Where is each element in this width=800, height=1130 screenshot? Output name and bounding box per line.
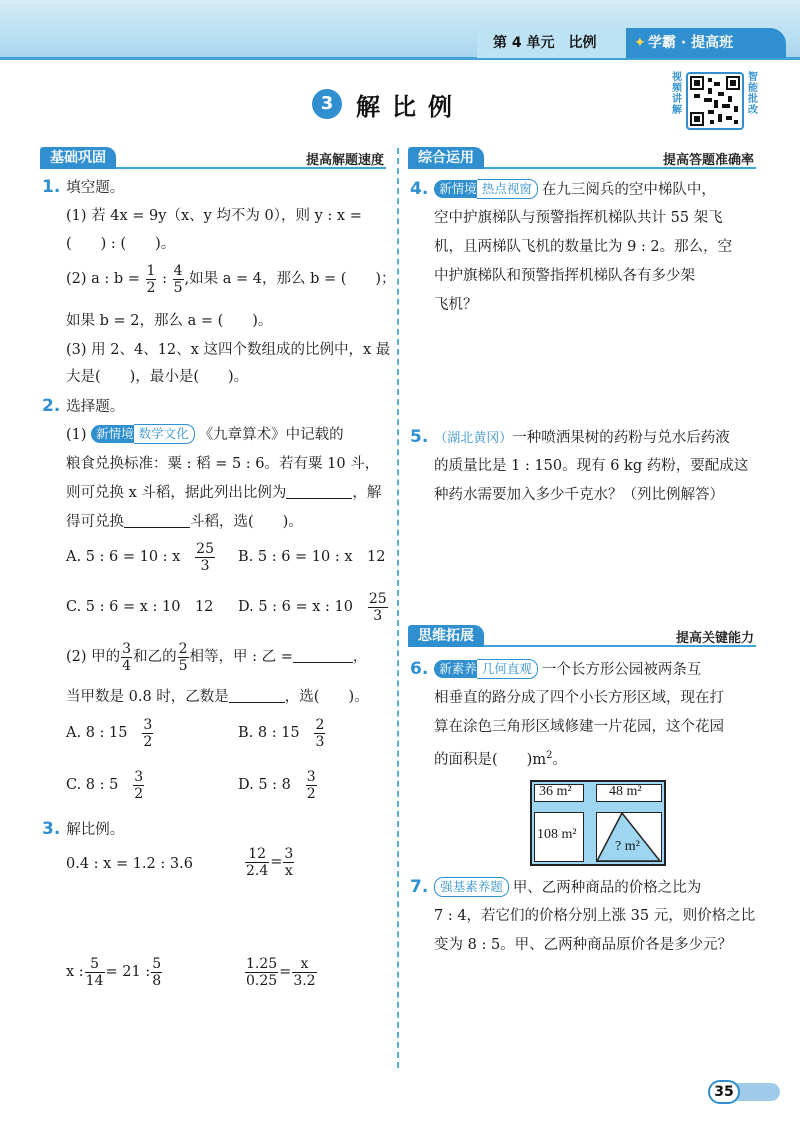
section-basic	[40, 147, 386, 169]
q6-line2: 相垂直的路分成了四个小长方形区域，现在打	[434, 690, 724, 706]
q2-number: 2.	[42, 396, 61, 416]
answer-blank[interactable]	[286, 498, 352, 499]
unit-title: 第 4 单元 比例	[477, 28, 627, 58]
q5-line3: 种药水需要加入多少千克水？（列比例解答）	[434, 487, 724, 503]
q2-option-d[interactable]: D. 5 : 6 = x : 10 $\frac{25}{3}$	[238, 590, 387, 624]
section-extend-subtitle: 提高关键能力	[675, 631, 754, 646]
region-top-right: 48 m²	[596, 784, 662, 802]
q1-part3-line1: (3) 用 2、4、12、x 这四个数组成的比例中，x 最	[66, 342, 391, 358]
brand-label: 学霸 · 提高班	[648, 35, 734, 51]
region-top-left: 36 m²	[534, 784, 584, 802]
q2-part1-line1: (1) 新情境 数学文化 《九章算术》中记载的	[66, 426, 344, 443]
q5-number: 5.	[410, 427, 429, 447]
q1-number: 1.	[42, 177, 61, 197]
section-basic-label: 基础巩固	[40, 147, 116, 169]
answer-blank[interactable]	[229, 702, 285, 703]
q3-title: 3. 解比例。	[42, 819, 125, 839]
park-diagram	[530, 780, 666, 866]
q6-line4: 的面积是( )$m^2$。	[434, 750, 567, 768]
q3-number: 3.	[42, 819, 61, 839]
q1-part1-line2: ( ) : ( )。	[66, 236, 176, 252]
q4-line3: 机，且两梯队飞机的数量比为 9 : 2。那么，空	[434, 239, 733, 255]
q2-part2-option-d[interactable]: D. 5 : 8 $\frac{3}{2}$	[238, 768, 316, 802]
q3-equation-1: 0.4 : x = 1.2 : 3.6	[66, 856, 193, 872]
qr-panel[interactable]	[672, 72, 760, 132]
column-divider	[397, 148, 399, 1068]
answer-blank[interactable]	[293, 662, 353, 663]
lesson-title	[312, 86, 464, 122]
tag-new-context: 新情境	[91, 425, 138, 443]
fraction: $\frac{1}{2}$	[146, 262, 156, 296]
q1-part2-line1: (2) a : b = $\frac{1}{2}$ : $\frac{4}{5}$ ,如果 a = 4，那么 b = ( )；	[66, 262, 396, 296]
q1-title: 1. 填空题。	[42, 177, 125, 197]
q2-part2-line2: 当甲数是 0.8 时，乙数是 ，选( )。	[66, 689, 369, 705]
region-bottom-right	[596, 812, 662, 862]
page-header	[0, 0, 800, 60]
tag-hot-topic: 热点视窗	[477, 179, 538, 199]
q2-option-c[interactable]: C. 5 : 6 = x : 10 12	[66, 599, 214, 615]
tag-new-literacy: 新素养	[434, 660, 481, 678]
section-extend	[408, 625, 756, 647]
q7-line3: 变为 8 : 5。甲、乙两种商品原价各是多少元？	[434, 937, 733, 953]
q2-part2-option-c[interactable]: C. 8 : 5 $\frac{3}{2}$	[66, 768, 144, 802]
q2-part2-line1: (2) 甲的 $\frac{3}{4}$ 和乙的 $\frac{2}{5}$ 相等，甲 : 乙 = ，	[66, 640, 368, 674]
q5-line2: 的质量比是 1 : 150。现有 6 kg 药粉，要配成这	[434, 458, 749, 474]
q4-line2: 空中护旗梯队与预警指挥机梯队共计 55 架飞	[434, 210, 723, 226]
tag-new-context: 新情境	[434, 180, 481, 198]
source-tag: （湖北黄冈）	[434, 431, 513, 446]
q2-part2-option-a[interactable]: A. 8 : 15 $\frac{3}{2}$	[66, 716, 153, 750]
q1-part1-line1: (1) 若 4x = 9y（x、y 均不为 0），则 y : x =	[66, 208, 362, 224]
fraction: $\frac{4}{5}$	[173, 262, 183, 296]
section-extend-label: 思维拓展	[408, 625, 484, 647]
q4-line5: 飞机？	[434, 297, 478, 313]
section-applied-label: 综合运用	[408, 147, 484, 169]
page-number: 35	[708, 1080, 780, 1104]
qr-right-label: 智能批改	[748, 72, 758, 116]
q4-number: 4.	[410, 179, 429, 199]
tag-strong-base: 强基素养题	[434, 877, 509, 897]
q2-part1-line3: 则可兑换 x 斗稻，据此列出比例为 ，解	[66, 485, 382, 501]
lightning-icon: ✦	[634, 35, 646, 51]
q1-part2-line2: 如果 b = 2，那么 a = ( )。	[66, 313, 273, 329]
section-basic-subtitle: 提高解题速度	[305, 153, 384, 168]
q3-equation-4: $\frac{1.25}{0.25}$ = $\frac{x}{3.2}$	[246, 955, 316, 989]
answer-blank[interactable]	[124, 527, 190, 528]
q2-part1-line2: 粮食兑换标准：粟 : 稻 = 5 : 6。若有粟 10 斗，	[66, 456, 380, 472]
qr-code-icon[interactable]	[686, 72, 744, 130]
q2-title: 2. 选择题。	[42, 396, 125, 416]
q4-line1: 4. 新情境 热点视窗 在九三阅兵的空中梯队中，	[410, 179, 716, 199]
q7-line1: 7. 强基素养题 甲、乙两种商品的价格之比为	[410, 877, 702, 897]
brand-tab	[626, 28, 786, 58]
q6-number: 6.	[410, 659, 429, 679]
q2-part2-option-b[interactable]: B. 8 : 15 $\frac{2}{3}$	[238, 716, 325, 750]
q5-line1: 5. （湖北黄冈）一种喷洒果树的药粉与兑水后药液	[410, 427, 730, 447]
q7-number: 7.	[410, 877, 429, 897]
q6-line1: 6. 新素养 几何直观 一个长方形公园被两条互	[410, 659, 702, 679]
lesson-name: 解比例	[356, 92, 464, 121]
q6-line3: 算在涂色三角形区域修建一片花园，这个花园	[434, 719, 724, 735]
tag-math-culture: 数学文化	[134, 424, 195, 444]
tag-geometry: 几何直观	[477, 659, 538, 679]
q2-part1-line4: 得可兑换 斗稻，选( )。	[66, 514, 303, 530]
q7-line2: 7 : 4，若它们的价格分别上涨 35 元，则价格之比	[434, 908, 756, 924]
triangle-area-label: ? m²	[615, 839, 640, 854]
q4-line4: 中护旗梯队和预警指挥机梯队各有多少架	[434, 268, 695, 284]
region-bottom-left: 108 m²	[534, 812, 584, 862]
q2-option-b[interactable]: B. 5 : 6 = 10 : x 12	[238, 549, 386, 565]
q1-part3-line2: 大是( )，最小是( )。	[66, 369, 249, 385]
q3-equation-2: $\frac{12}{2.4}$ = $\frac{3}{x}$	[246, 845, 294, 879]
q2-option-a[interactable]: A. 5 : 6 = 10 : x $\frac{25}{3}$	[66, 540, 214, 574]
lesson-number: 3	[312, 89, 342, 119]
section-applied	[408, 147, 756, 169]
qr-left-label: 视频讲解	[672, 72, 682, 116]
q3-equation-3: x : $\frac{5}{14}$ = 21 : $\frac{5}{8}$	[66, 955, 162, 989]
section-applied-subtitle: 提高答题准确率	[662, 153, 754, 168]
